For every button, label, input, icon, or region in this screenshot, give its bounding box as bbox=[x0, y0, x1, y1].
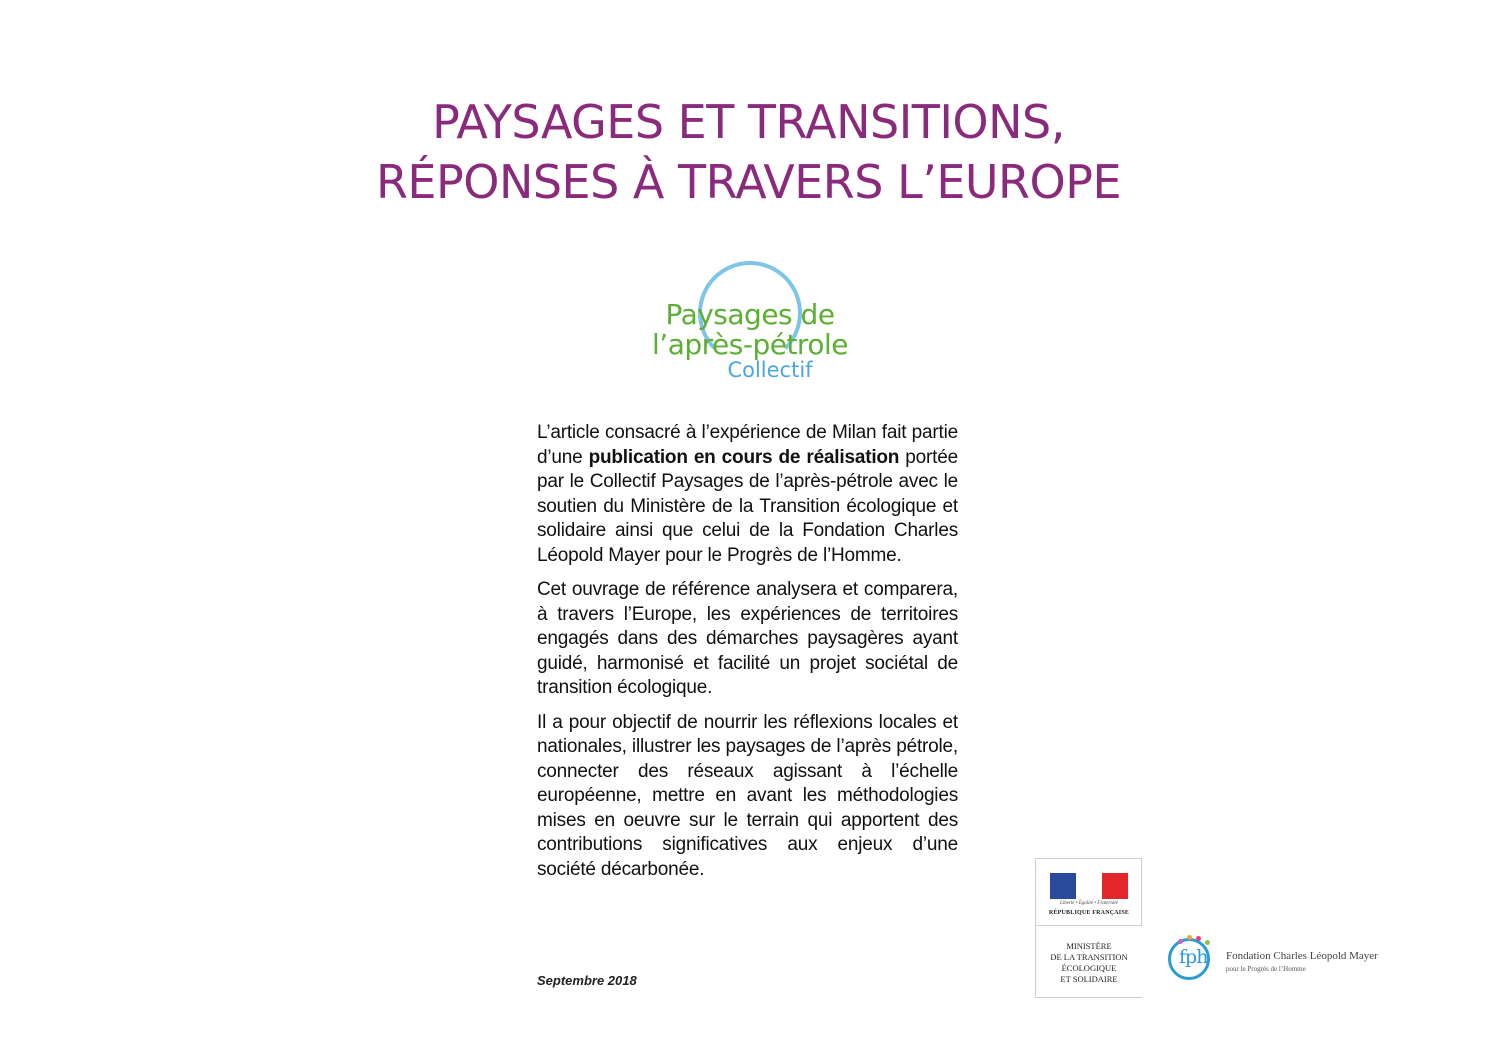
page-title bbox=[0, 92, 1497, 212]
republic-motto: Liberté • Égalité • Fraternité bbox=[1060, 901, 1118, 906]
fph-dot-icon bbox=[1205, 940, 1210, 945]
fph-dot-icon bbox=[1178, 939, 1183, 944]
fph-logo bbox=[1165, 935, 1390, 985]
logo-line-2: l’après-pétrole bbox=[652, 328, 848, 361]
flag-red-band bbox=[1102, 873, 1128, 899]
fph-dot-icon bbox=[1187, 935, 1192, 940]
title-line-1: PAYSAGES ET TRANSITIONS, bbox=[432, 95, 1065, 149]
ministere-line-4: ET SOLIDAIRE bbox=[1060, 974, 1118, 984]
republique-francaise: RÉPUBLIQUE FRANÇAISE bbox=[1048, 910, 1130, 916]
ministere-name bbox=[1036, 941, 1142, 985]
flag-blue-band bbox=[1050, 873, 1076, 899]
ministere-line-3: ÉCOLOGIQUE bbox=[1061, 963, 1117, 973]
ministere-line-2: DE LA TRANSITION bbox=[1050, 952, 1128, 962]
marianne-block bbox=[1036, 858, 1142, 926]
title-line-2: RÉPONSES À TRAVERS L’EUROPE bbox=[375, 155, 1122, 209]
logo-line-1: Paysages de bbox=[665, 298, 835, 331]
ministere-line-1: MINISTÈRE bbox=[1066, 941, 1112, 951]
ministere-logo bbox=[1035, 858, 1142, 998]
fph-dot-icon bbox=[1196, 936, 1201, 941]
fph-mark: fph bbox=[1179, 946, 1208, 968]
fph-name: Fondation Charles Léopold Mayer bbox=[1226, 950, 1378, 962]
paragraph-1-bold: publication en cours de réalisation bbox=[588, 446, 900, 468]
paragraph-1 bbox=[537, 421, 958, 568]
paragraph-1-start: L’article consacré à l’expérience de Milan fait partie d’une bbox=[537, 422, 958, 468]
french-flag-icon bbox=[1050, 873, 1128, 899]
paragraph-2: Cet ouvrage de référence analysera et comparera, à travers l’Europe, les expériences de territoires engagés dans des démarches paysagères ayant guidé, harmonisé et facilité un projet sociétal de transition écologique. bbox=[537, 579, 958, 698]
publication-date: Septembre 2018 bbox=[537, 973, 637, 988]
fph-subtitle: pour le Progrès de l’Homme bbox=[1226, 965, 1306, 973]
flag-white-band bbox=[1076, 873, 1102, 899]
paragraph-3: Il a pour objectif de nourrir les réflexions locales et nationales, illustrer les paysages de l’après pétrole, connecter des réseaux agissant à l’échelle européenne, mettre en avant les méthodologies mises en oeuvre sur le terrain qui apportent des contributions significatives aux enjeux d’une société décarbonée. bbox=[537, 711, 958, 880]
body-text bbox=[537, 421, 958, 892]
paragraph-1-end: portée par le Collectif Paysages de l’après-pétrole avec le soutien du Ministère de la Transition écologique et solidaire ainsi que celui de la Fondation Charles Léopold Mayer pour le Progrès de l’Homme. bbox=[537, 446, 958, 566]
collectif-logo bbox=[640, 255, 860, 390]
logo-line-3: Collectif bbox=[727, 358, 813, 382]
